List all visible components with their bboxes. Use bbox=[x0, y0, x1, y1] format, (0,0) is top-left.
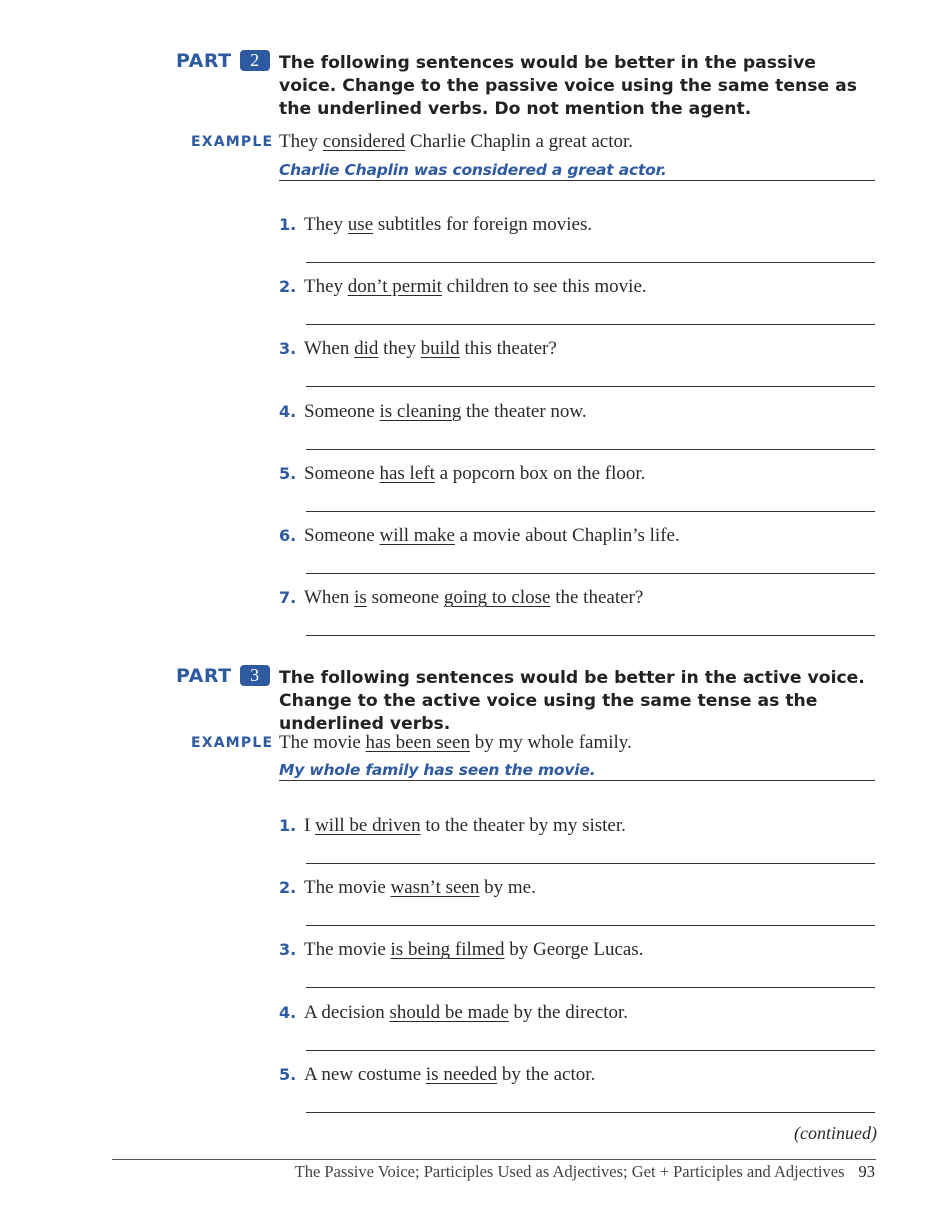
answer-line[interactable] bbox=[306, 987, 875, 988]
exercise-item bbox=[279, 1063, 595, 1087]
underlined-verb: has been seen bbox=[365, 732, 470, 753]
sentence-text: children to see this movie. bbox=[441, 276, 647, 298]
sentence-text: to the theater by my sister. bbox=[420, 815, 626, 836]
item-sentence bbox=[304, 877, 536, 898]
part-label: PART bbox=[176, 665, 232, 687]
item-sentence bbox=[304, 276, 647, 297]
part-number-badge: 2 bbox=[240, 50, 270, 71]
sentence-text: by me. bbox=[479, 877, 536, 899]
answer-line[interactable] bbox=[306, 449, 875, 450]
answer-line[interactable] bbox=[306, 1050, 875, 1051]
sentence-text: a movie about Chaplin’s life. bbox=[454, 525, 680, 546]
sentence-text: by the director. bbox=[508, 1001, 629, 1023]
underlined-verb: build bbox=[420, 338, 460, 360]
item-number: 4. bbox=[279, 401, 297, 421]
underlined-verb: is bbox=[354, 587, 367, 609]
continued-note: (continued) bbox=[794, 1123, 877, 1143]
exercise-item bbox=[279, 586, 643, 610]
sentence-text: The movie bbox=[304, 939, 391, 961]
item-sentence bbox=[304, 1002, 628, 1023]
item-sentence bbox=[304, 214, 592, 235]
item-number: 3. bbox=[279, 339, 297, 359]
sentence-text: A new costume bbox=[304, 1063, 426, 1085]
underlined-verb: is needed bbox=[425, 1063, 498, 1085]
item-sentence bbox=[304, 401, 587, 422]
part-3-example-sentence bbox=[279, 731, 632, 755]
underlined-verb: did bbox=[354, 338, 379, 360]
item-number: 6. bbox=[279, 526, 297, 545]
exercise-item bbox=[279, 275, 647, 299]
page-footer bbox=[295, 1162, 875, 1182]
underlined-verb: should be made bbox=[389, 1001, 509, 1023]
sentence-text: The movie bbox=[279, 732, 366, 753]
exercise-item bbox=[279, 814, 626, 838]
example-label: EXAMPLE bbox=[191, 735, 274, 751]
exercise-item bbox=[279, 337, 557, 361]
item-sentence bbox=[304, 815, 626, 836]
item-sentence bbox=[304, 587, 643, 608]
answer-line[interactable] bbox=[306, 925, 875, 926]
exercise-item bbox=[279, 938, 643, 962]
example-answer-line bbox=[279, 180, 875, 181]
answer-line[interactable] bbox=[306, 863, 875, 864]
answer-line[interactable] bbox=[306, 262, 875, 263]
item-number: 3. bbox=[279, 940, 297, 960]
sentence-text: someone bbox=[366, 587, 444, 609]
sentence-text: by the actor. bbox=[497, 1063, 596, 1085]
item-number: 2. bbox=[279, 878, 297, 898]
sentence-text: They bbox=[304, 214, 348, 235]
sentence-text: They bbox=[304, 276, 348, 298]
item-number: 1. bbox=[279, 215, 297, 234]
sentence-text: When bbox=[304, 587, 355, 609]
part-3-heading bbox=[176, 665, 270, 687]
sentence-text: Someone bbox=[304, 525, 380, 546]
footer-rule bbox=[112, 1159, 876, 1160]
answer-line[interactable] bbox=[306, 573, 875, 574]
part-3-example-answer: My whole family has seen the movie. bbox=[279, 761, 596, 779]
sentence-text: The movie bbox=[304, 877, 391, 899]
item-number: 5. bbox=[279, 463, 297, 483]
sentence-text: I bbox=[304, 815, 316, 836]
sentence-text: Someone bbox=[304, 400, 380, 422]
running-head: The Passive Voice; Participles Used as Adjectives; Get + Participles and Adjectives bbox=[294, 1162, 845, 1181]
sentence-text: subtitles for foreign movies. bbox=[373, 214, 593, 235]
underlined-verb: has left bbox=[379, 462, 435, 484]
underlined-verb: use bbox=[347, 214, 374, 235]
part-2-example-sentence bbox=[279, 130, 633, 154]
part-number-badge: 3 bbox=[240, 665, 270, 686]
item-sentence bbox=[304, 525, 680, 546]
item-number: 5. bbox=[279, 1064, 297, 1084]
exercise-item bbox=[279, 1001, 628, 1025]
exercise-item bbox=[279, 876, 536, 900]
answer-line[interactable] bbox=[306, 1112, 875, 1113]
underlined-verb: will be driven bbox=[315, 815, 421, 836]
item-number: 2. bbox=[279, 277, 297, 297]
part-3-instructions: The following sentences would be better in the active voice. Change to the active voice using the same tense as the underlined verbs. bbox=[279, 668, 865, 734]
sentence-text: by George Lucas. bbox=[504, 939, 644, 961]
item-sentence bbox=[304, 463, 645, 484]
answer-line[interactable] bbox=[306, 511, 875, 512]
sentence-text: When bbox=[304, 338, 355, 360]
underlined-verb: is being filmed bbox=[390, 939, 505, 961]
part-2-instructions: The following sentences would be better in the passive voice. Change to the passive voice using the same tense as the underlined verbs. Do not mention the agent. bbox=[279, 53, 857, 119]
answer-line[interactable] bbox=[306, 635, 875, 636]
sentence-text: a popcorn box on the floor. bbox=[434, 462, 646, 484]
answer-line[interactable] bbox=[306, 386, 875, 387]
underlined-verb: is cleaning bbox=[379, 400, 462, 422]
item-number: 7. bbox=[279, 588, 297, 608]
sentence-text: by my whole family. bbox=[470, 732, 632, 753]
exercise-item bbox=[279, 213, 592, 237]
underlined-verb: considered bbox=[322, 131, 406, 152]
part-2-heading bbox=[176, 50, 270, 72]
exercise-item bbox=[279, 462, 645, 486]
underlined-verb: going to close bbox=[443, 587, 551, 609]
sentence-text: this theater? bbox=[459, 338, 557, 360]
underlined-verb: wasn’t seen bbox=[390, 877, 480, 899]
underlined-verb: don’t permit bbox=[347, 276, 442, 298]
item-number: 4. bbox=[279, 1002, 297, 1022]
example-answer-line bbox=[279, 780, 875, 781]
sentence-text: the theater? bbox=[550, 587, 644, 609]
part-label: PART bbox=[176, 50, 232, 72]
exercise-item bbox=[279, 524, 680, 548]
exercise-item bbox=[279, 400, 587, 424]
item-sentence bbox=[304, 939, 643, 960]
item-number: 1. bbox=[279, 816, 297, 835]
underlined-verb: will make bbox=[379, 525, 455, 546]
item-sentence bbox=[304, 1064, 595, 1085]
item-sentence bbox=[304, 338, 557, 359]
sentence-text: Someone bbox=[304, 462, 380, 484]
sentence-text: They bbox=[279, 131, 323, 152]
answer-line[interactable] bbox=[306, 324, 875, 325]
part-2-example-answer: Charlie Chaplin was considered a great actor. bbox=[279, 161, 667, 179]
sentence-text: A decision bbox=[304, 1001, 390, 1023]
example-label: EXAMPLE bbox=[191, 134, 274, 150]
sentence-text: the theater now. bbox=[461, 400, 587, 422]
sentence-text: Charlie Chaplin a great actor. bbox=[405, 131, 634, 152]
sentence-text: they bbox=[378, 338, 421, 360]
page-number: 93 bbox=[858, 1162, 875, 1181]
